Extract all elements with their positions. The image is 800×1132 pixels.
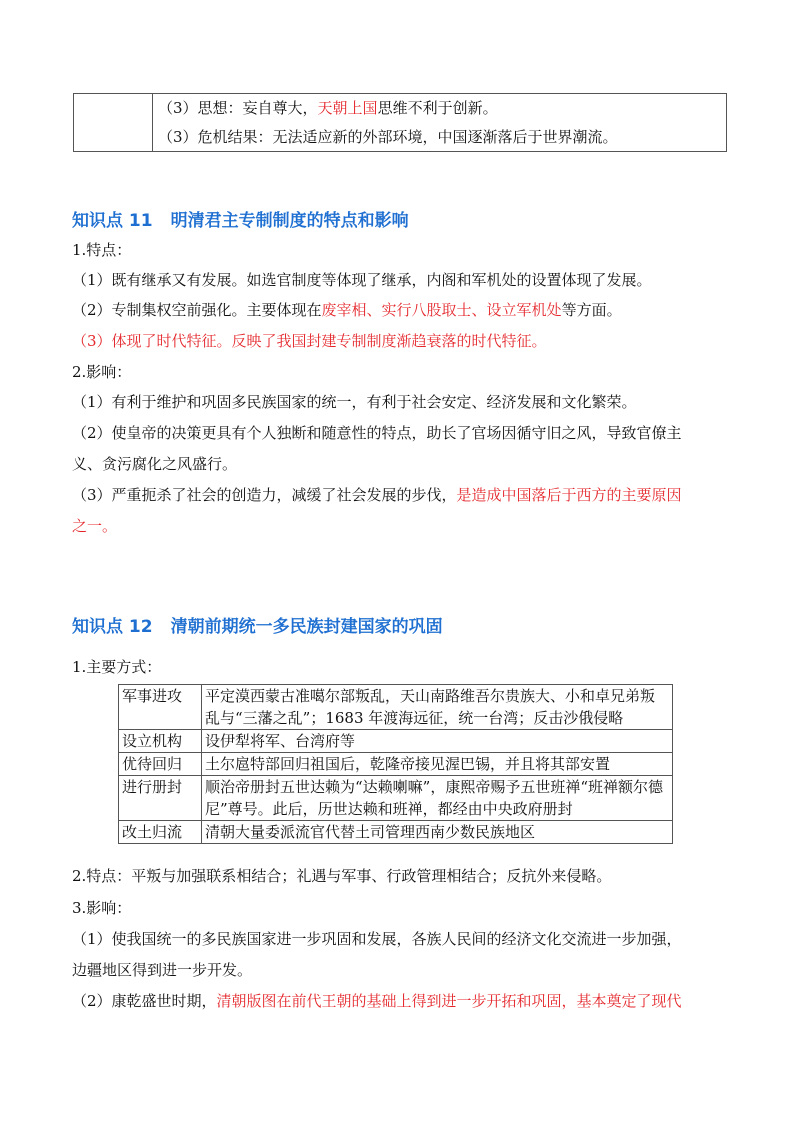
continuation-table xyxy=(73,93,727,152)
impact-label-12: 3.影响： xyxy=(72,899,132,917)
table-left-cell xyxy=(74,94,153,151)
method-detail: 设伊犁将军、台湾府等 xyxy=(202,730,673,753)
table-row xyxy=(119,730,673,753)
method-detail: 土尔扈特部回归祖国后，乾隆帝接见渥巴锡，并且将其部安置 xyxy=(202,753,673,776)
features-line: 2.特点：平叛与加强联系相结合；礼遇与军事、行政管理相结合；反抗外来侵略。 xyxy=(72,867,612,885)
table-row xyxy=(119,753,673,776)
impact-12-1-line-2: 边疆地区得到进一步开发。 xyxy=(72,961,253,979)
impact-3-line-1: （3）严重扼杀了社会的创造力，减缓了社会发展的步伐，是造成中国落后于西方的主要原因 xyxy=(72,486,682,504)
crisis-result-line: （3）危机结果：无法适应新的外部环境，中国逐渐落后于世界潮流。 xyxy=(158,128,618,146)
impact-12-2: （2）康乾盛世时期，清朝版图在前代王朝的基础上得到进一步开拓和巩固，基本奠定了现代 xyxy=(72,992,682,1010)
thought-line: （3）思想：妄自尊大，天朝上国思维不利于创新。 xyxy=(158,99,498,117)
feature-1: （1）既有继承又有发展。如选官制度等体现了继承，内阁和军机处的设置体现了发展。 xyxy=(72,271,652,289)
features-label: 1.特点： xyxy=(72,241,132,259)
table-row xyxy=(119,776,673,821)
method-name: 优待回归 xyxy=(119,753,202,776)
impact-2-line-2: 义、贪污腐化之风盛行。 xyxy=(72,455,238,473)
method-name: 设立机构 xyxy=(119,730,202,753)
feature-3: （3）体现了时代特征。反映了我国封建专制制度渐趋衰落的时代特征。 xyxy=(72,332,547,350)
impact-label: 2.影响： xyxy=(72,363,132,381)
method-name: 进行册封 xyxy=(119,776,202,821)
impact-1: （1）有利于维护和巩固多民族国家的统一，有利于社会安定、经济发展和文化繁荣。 xyxy=(72,393,637,411)
impact-12-1-line-1: （1）使我国统一的多民族国家进一步巩固和发展，各族人民间的经济文化交流进一步加强， xyxy=(72,930,682,948)
method-detail: 平定漠西蒙古准噶尔部叛乱，天山南路维吾尔贵族大、小和卓兄弟叛乱与“三藩之乱”；1683 年渡海远征，统一台湾；反击沙俄侵略 xyxy=(202,685,673,730)
impact-3-line-2: 之一。 xyxy=(72,517,118,535)
methods-table xyxy=(118,684,673,844)
method-name: 军事进攻 xyxy=(119,685,202,730)
section-12-heading: 知识点 12 清朝前期统一多民族封建国家的巩固 xyxy=(72,617,443,637)
method-detail: 顺治帝册封五世达赖为“达赖喇嘛”，康熙帝赐予五世班禅“班禅额尔德尼”尊号。此后，历世达赖和班禅，都经由中央政府册封 xyxy=(202,776,673,821)
feature-2: （2）专制集权空前强化。主要体现在废宰相、实行八股取士、设立军机处等方面。 xyxy=(72,301,622,319)
ways-label: 1.主要方式： xyxy=(72,658,162,676)
impact-2-line-1: （2）使皇帝的决策更具有个人独断和随意性的特点，助长了官场因循守旧之风，导致官僚主 xyxy=(72,424,682,442)
table-row xyxy=(119,821,673,844)
method-name: 改土归流 xyxy=(119,821,202,844)
section-11-heading: 知识点 11 明清君主专制制度的特点和影响 xyxy=(72,211,409,231)
table-row xyxy=(119,685,673,730)
method-detail: 清朝大量委派流官代替土司管理西南少数民族地区 xyxy=(202,821,673,844)
